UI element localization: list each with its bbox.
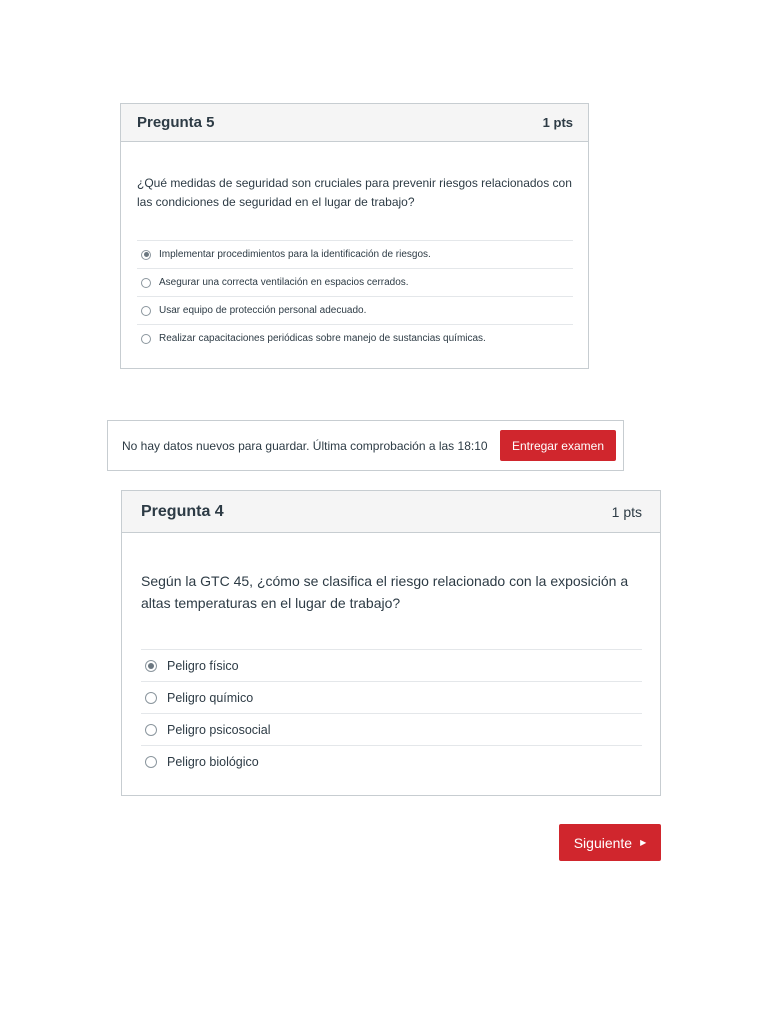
answer-label: Implementar procedimientos para la identificación de riesgos. <box>159 249 431 260</box>
question-4-card <box>121 490 661 796</box>
save-status-text: No hay datos nuevos para guardar. Última comprobación a las 18:10 <box>122 438 488 453</box>
radio-button[interactable] <box>141 306 151 316</box>
question-title: Pregunta 4 <box>141 502 224 520</box>
radio-button[interactable] <box>145 756 157 768</box>
answer-option[interactable] <box>141 713 642 745</box>
answer-label: Usar equipo de protección personal adecuado. <box>159 305 367 316</box>
answer-label: Peligro psicosocial <box>167 722 271 737</box>
question-header <box>122 491 660 533</box>
submit-exam-button[interactable]: Entregar examen <box>500 430 616 461</box>
question-text: Según la GTC 45, ¿cómo se clasifica el riesgo relacionado con la exposición a altas temperaturas en el lugar de trabajo? <box>141 573 629 611</box>
question-5-card <box>120 103 589 369</box>
question-title: Pregunta 5 <box>137 114 215 131</box>
answer-list <box>141 649 642 777</box>
next-button-label: Siguiente <box>573 834 633 851</box>
answer-option[interactable] <box>137 240 573 268</box>
play-arrow-icon: ▶ <box>640 838 647 847</box>
answer-option[interactable] <box>137 296 573 324</box>
answer-label: Asegurar una correcta ventilación en espacios cerrados. <box>159 277 409 288</box>
answer-option[interactable] <box>141 649 642 681</box>
answer-label: Peligro químico <box>167 690 254 705</box>
radio-button[interactable] <box>145 724 157 736</box>
radio-button[interactable] <box>141 334 151 344</box>
save-status-bar <box>107 420 624 471</box>
answer-option[interactable] <box>137 268 573 296</box>
answer-option[interactable] <box>141 745 642 777</box>
question-text: ¿Qué medidas de seguridad son cruciales para prevenir riesgos relacionados con las condiciones de seguridad en el lugar de trabajo? <box>137 176 572 209</box>
answer-label: Realizar capacitaciones periódicas sobre manejo de sustancias químicas. <box>159 333 486 344</box>
answer-option[interactable] <box>141 681 642 713</box>
answer-list <box>137 240 573 352</box>
question-header <box>121 104 588 142</box>
radio-button[interactable] <box>145 692 157 704</box>
radio-button[interactable] <box>145 660 157 672</box>
radio-button[interactable] <box>141 278 151 288</box>
next-button[interactable] <box>559 824 661 861</box>
answer-label: Peligro biológico <box>167 754 259 769</box>
answer-option[interactable] <box>137 324 573 352</box>
radio-button[interactable] <box>141 250 151 260</box>
answer-label: Peligro físico <box>167 658 239 673</box>
question-points: 1 pts <box>542 115 573 130</box>
question-points: 1 pts <box>611 503 642 520</box>
